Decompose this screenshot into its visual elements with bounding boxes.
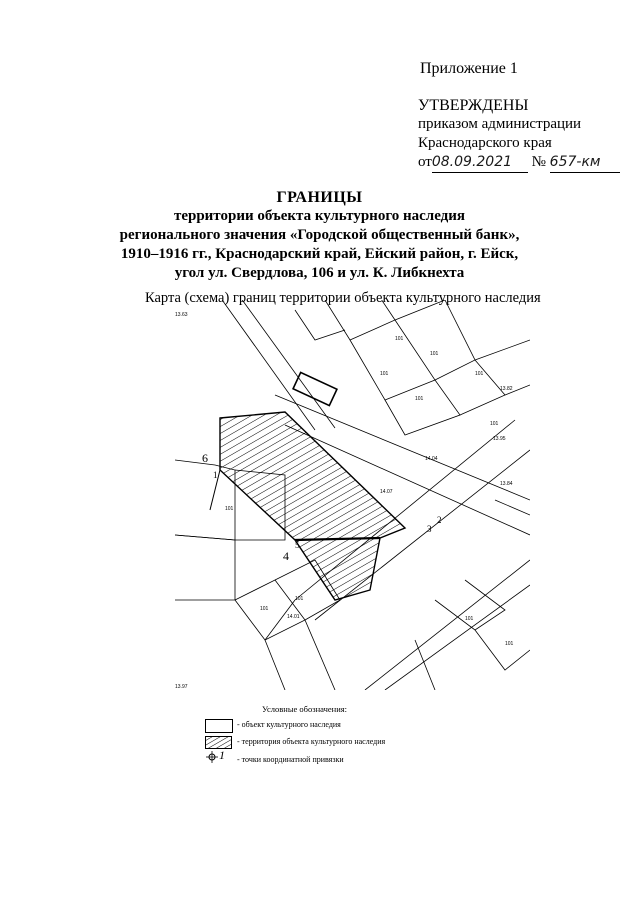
parcel-line bbox=[475, 630, 530, 670]
svg-text:101: 101 bbox=[505, 641, 514, 647]
heritage-territory bbox=[220, 412, 405, 600]
parcel-line bbox=[350, 320, 435, 400]
svg-text:13.84: 13.84 bbox=[500, 481, 513, 487]
svg-text:14.07: 14.07 bbox=[380, 489, 393, 495]
svg-text:101: 101 bbox=[475, 371, 484, 377]
from-prefix: от bbox=[418, 154, 432, 170]
svg-text:13.95: 13.95 bbox=[493, 436, 506, 442]
parcel-line bbox=[295, 310, 345, 340]
map-caption: Карта (схема) границ территории объекта культурного наследия bbox=[145, 290, 541, 306]
parcel-line bbox=[305, 620, 335, 690]
document-title bbox=[0, 188, 639, 283]
svg-text:101: 101 bbox=[260, 606, 269, 612]
svg-text:101: 101 bbox=[430, 351, 439, 357]
parcel-line bbox=[385, 380, 460, 435]
parcel-line bbox=[235, 580, 305, 640]
svg-text:101: 101 bbox=[395, 336, 404, 342]
street-line bbox=[365, 560, 530, 690]
street-line bbox=[215, 300, 315, 430]
legend-label-object: - объект культурного наследия bbox=[237, 720, 341, 729]
legend-point-number: 1 bbox=[219, 748, 225, 762]
legend-label-territory: - территория объекта культурного наследия bbox=[237, 737, 386, 746]
title-main: ГРАНИЦЫ bbox=[276, 189, 363, 206]
svg-text:13.82: 13.82 bbox=[500, 386, 513, 392]
parcel-line bbox=[435, 300, 475, 380]
handwritten-number: 657-км bbox=[550, 153, 620, 173]
point-label-6: 6 bbox=[202, 451, 208, 465]
svg-text:101: 101 bbox=[490, 421, 499, 427]
svg-text:14.04: 14.04 bbox=[425, 456, 438, 462]
crosshair-point-icon bbox=[206, 751, 218, 763]
parcel-line bbox=[395, 300, 445, 320]
street-line bbox=[385, 585, 530, 690]
number-sign: № bbox=[531, 154, 546, 170]
svg-text:101: 101 bbox=[415, 396, 424, 402]
approval-block bbox=[418, 96, 620, 173]
parcel-line bbox=[175, 535, 235, 600]
title-line-4: угол ул. Свердлова, 106 и ул. К. Либкнехта bbox=[174, 265, 465, 281]
title-line-1: территории объекта культурного наследия bbox=[173, 208, 466, 224]
street-line bbox=[235, 300, 335, 428]
parcel-line bbox=[495, 500, 530, 515]
point-label-3: 3 bbox=[427, 524, 432, 534]
svg-text:101: 101 bbox=[380, 371, 389, 377]
order-line-2: Краснодарского края bbox=[418, 135, 552, 151]
legend-label-points: - точки координатной привязки bbox=[237, 755, 344, 764]
svg-text:101: 101 bbox=[465, 616, 474, 622]
point-label-5: 5 bbox=[295, 540, 300, 550]
order-line-1: приказом администрации bbox=[418, 116, 582, 132]
parcel-line bbox=[460, 360, 505, 415]
title-line-2: регионального значения «Городской общественный банк», bbox=[119, 227, 520, 243]
legend-swatch-object bbox=[205, 719, 233, 733]
svg-text:101: 101 bbox=[225, 506, 234, 512]
appendix-label: Приложение 1 bbox=[420, 60, 518, 77]
parcel-line bbox=[415, 640, 435, 690]
approved-heading: УТВЕРЖДЕНЫ bbox=[418, 97, 529, 114]
svg-text:13.63: 13.63 bbox=[175, 312, 188, 318]
svg-text:13.97: 13.97 bbox=[175, 684, 188, 690]
title-line-3: 1910–1916 гг., Краснодарский край, Ейский район, г. Ейск, bbox=[120, 246, 519, 262]
svg-text:101: 101 bbox=[295, 596, 304, 602]
point-label-1: 1 bbox=[213, 470, 218, 480]
handwritten-date: 08.09.2021 bbox=[432, 153, 528, 173]
point-label-2: 2 bbox=[437, 515, 442, 525]
parcel-line bbox=[325, 300, 395, 340]
boundary-map bbox=[175, 300, 530, 690]
parcel-line bbox=[265, 640, 285, 690]
point-label-4: 4 bbox=[283, 549, 289, 563]
order-date-line bbox=[418, 153, 620, 173]
legend-title: Условные обозначения: bbox=[262, 704, 348, 714]
parcel-line bbox=[475, 340, 530, 360]
svg-text:14.01: 14.01 bbox=[287, 614, 300, 620]
